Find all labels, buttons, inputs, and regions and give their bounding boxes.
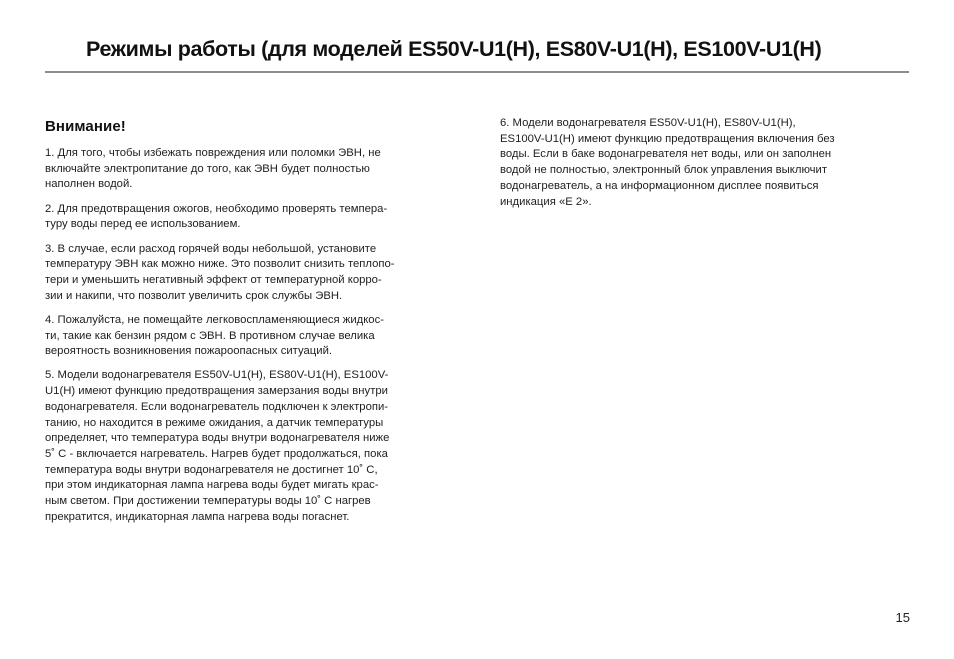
warning-item-4 xyxy=(45,313,457,360)
text-line: зии и накипи, что позволит увеличить срок службы ЭВН. xyxy=(45,289,343,302)
right-column xyxy=(500,112,912,219)
text-line: танию, но находится в режиме ожидания, а датчик температуры xyxy=(45,416,384,429)
text-line: водонагревателя. Если водонагреватель подключен к электропи- xyxy=(45,400,389,413)
text-line: 5. Модели водонагревателя ES50V-U1(H), ES80V-U1(H), ES100V- xyxy=(45,369,389,382)
text-line: прекратится, индикаторная лампа нагрева воды погаснет. xyxy=(45,510,350,523)
text-line: ES100V-U1(H) имеют функцию предотвращения включения без xyxy=(500,132,835,145)
warning-item-6 xyxy=(500,116,912,210)
text-line: температура воды внутри водонагревателя не достигнет 10˚ C, xyxy=(45,463,378,476)
text-line: температуру ЭВН как можно ниже. Это позволит снизить теплопо- xyxy=(45,258,395,271)
text-line: наполнен водой. xyxy=(45,178,133,191)
text-line: определяет, что температура воды внутри водонагревателя ниже xyxy=(45,432,390,445)
text-line: 6. Модели водонагревателя ES50V-U1(H), ES80V-U1(H), xyxy=(500,117,796,129)
text-line: включайте электропитание до того, как ЭВН будет полностью xyxy=(45,162,370,175)
text-line: ти, такие как бензин рядом с ЭВН. В противном случае велика xyxy=(45,329,375,342)
page-number: 15 xyxy=(895,610,910,625)
text-line: туру воды перед ее использованием. xyxy=(45,218,241,231)
warning-item-2 xyxy=(45,202,457,233)
text-line: вероятность возникновения пожароопасных ситуаций. xyxy=(45,345,333,358)
text-line: воды. Если в баке водонагревателя нет воды, или он заполнен xyxy=(500,148,832,161)
text-line: ным светом. При достижении температуры воды 10˚ C нагрев xyxy=(45,495,371,508)
warning-item-5 xyxy=(45,368,457,525)
title-divider xyxy=(45,71,909,73)
warning-item-3 xyxy=(45,242,457,305)
text-line: 1. Для того, чтобы избежать повреждения или поломки ЭВН, не xyxy=(45,147,381,159)
text-line: 5˚ C - включается нагреватель. Нагрев будет продолжаться, пока xyxy=(45,447,388,460)
text-line: при этом индикаторная лампа нагрева воды будет мигать крас- xyxy=(45,479,379,492)
left-column xyxy=(45,112,457,534)
warning-heading: Внимание! xyxy=(45,118,126,135)
page-title: Режимы работы (для моделей ES50V-U1(H), ES80V-U1(H), ES100V-U1(H) xyxy=(86,37,822,61)
text-line: водой не полностью, электронный блок управления выключит xyxy=(500,164,828,177)
warning-item-1 xyxy=(45,146,457,193)
text-line: водонагреватель, а на информационном дисплее появиться xyxy=(500,179,819,192)
text-line: тери и уменьшить негативный эффект от температурной корро- xyxy=(45,273,382,286)
text-line: 4. Пожалуйста, не помещайте легковоспламеняющиеся жидкос- xyxy=(45,313,384,326)
text-line: U1(H) имеют функцию предотвращения замерзания воды внутри xyxy=(45,385,388,398)
text-line: индикация «E 2». xyxy=(500,195,592,208)
text-line: 2. Для предотвращения ожогов, необходимо проверять темпера- xyxy=(45,202,388,215)
text-line: 3. В случае, если расход горячей воды небольшой, установите xyxy=(45,242,377,255)
